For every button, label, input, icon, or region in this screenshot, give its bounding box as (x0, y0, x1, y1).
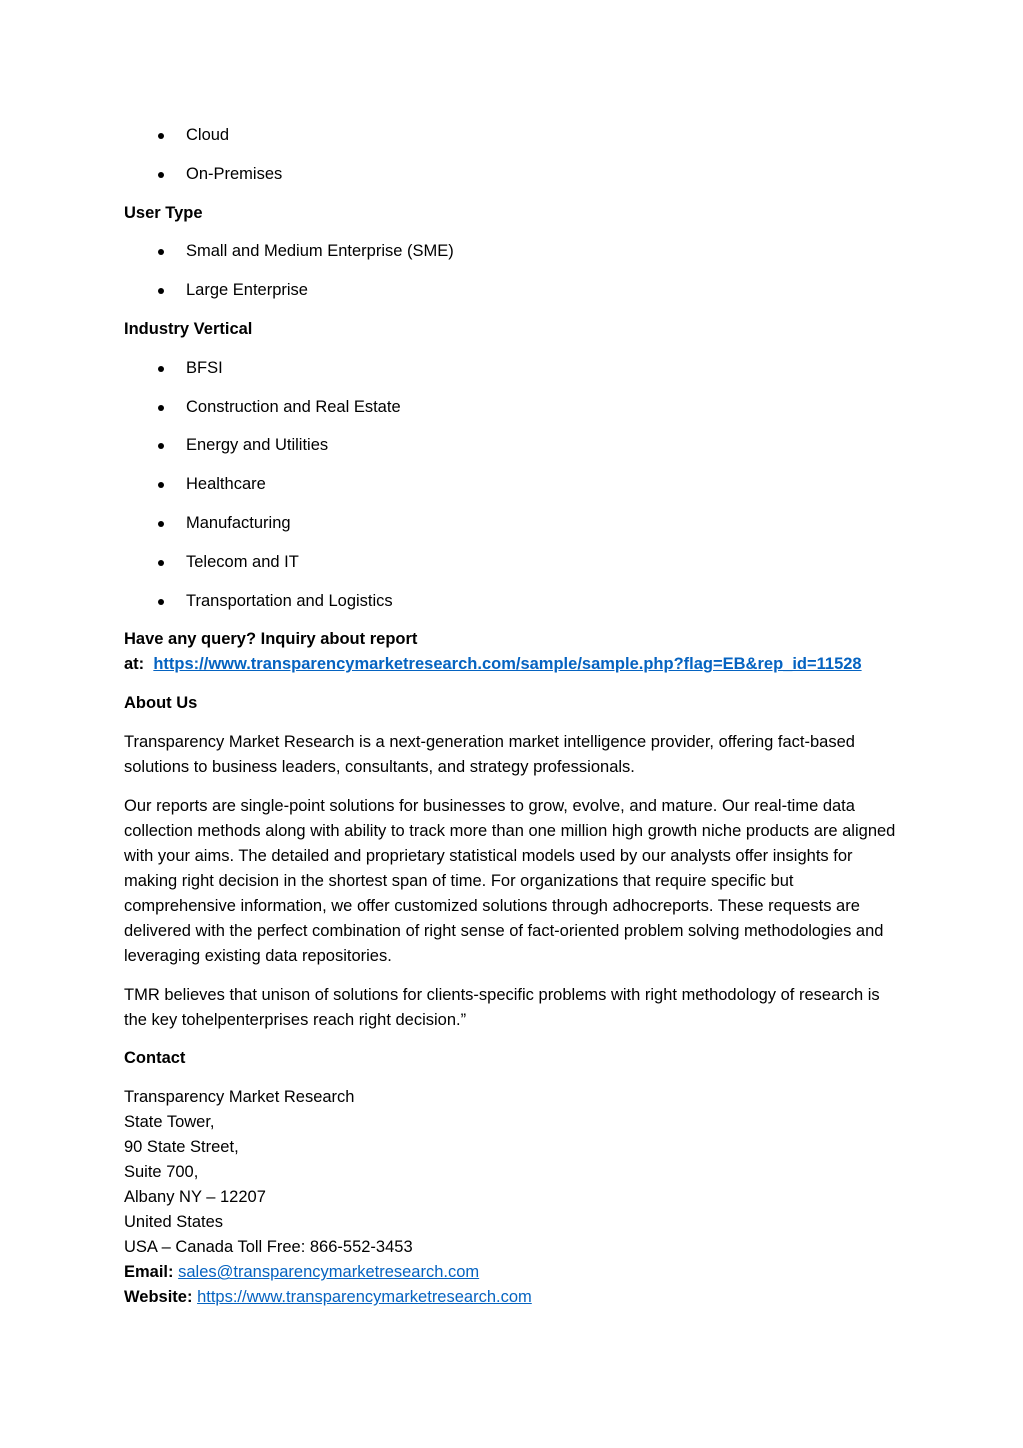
document-page (124, 123, 904, 1310)
about-paragraph: TMR believes that unison of solutions for clients-specific problems with right methodology of research is the key tohelpenterprises reach right decision.” (124, 985, 880, 1029)
bullet-icon (158, 521, 164, 527)
contact-line: Albany NY – 12207 (124, 1188, 266, 1207)
list-item (124, 472, 904, 497)
contact-line: Transparency Market Research (124, 1088, 355, 1107)
section-heading-industry-vertical: Industry Vertical (124, 319, 253, 338)
deployment-list (124, 123, 904, 187)
list-item (124, 395, 904, 420)
inquiry-link[interactable]: https://www.transparencymarketresearch.com/sample/sample.php?flag=EB&rep_id=11528 (153, 655, 862, 674)
contact-line: State Tower, (124, 1113, 215, 1132)
contact-block (124, 1085, 904, 1310)
email-link[interactable]: sales@transparencymarketresearch.com (178, 1263, 480, 1282)
list-item (124, 589, 904, 614)
list-item (124, 162, 904, 187)
user-type-list (124, 239, 904, 303)
list-item (124, 511, 904, 536)
about-paragraph: Our reports are single-point solutions for businesses to grow, evolve, and mature. Our real-time data collection methods along with ability to track more than one million high growth niche products are aligned with your aims. The detailed and proprietary statistical models used by our analysts offer insights for making right decision in the shortest span of time. For organizations that require specific but comprehensive information, we offer customized solutions through adhocreports. These requests are delivered with the perfect combination of right sense of fact-oriented problem solving methodologies and leveraging existing data repositories. (124, 796, 896, 965)
list-item-label: Energy and Utilities (186, 436, 329, 455)
contact-website-line (124, 1285, 904, 1310)
section-heading-user-type: User Type (124, 203, 203, 222)
bullet-icon (158, 133, 164, 139)
contact-line: USA – Canada Toll Free: 866-552-3453 (124, 1238, 413, 1257)
inquiry-text: Have any query? Inquiry about report (124, 630, 418, 649)
about-paragraph: Transparency Market Research is a next-generation market intelligence provider, offering fact-based solutions to business leaders, consultants, and strategy professionals. (124, 732, 855, 776)
bullet-icon (158, 366, 164, 372)
list-item-label: Cloud (186, 126, 230, 144)
list-item (124, 278, 904, 303)
industry-vertical-list (124, 356, 904, 614)
list-item-label: Telecom and IT (186, 552, 299, 571)
list-item-label: Manufacturing (186, 513, 291, 532)
bullet-icon (158, 443, 164, 449)
inquiry-block (124, 627, 904, 677)
section-heading-about-us: About Us (124, 694, 198, 713)
inquiry-link-line (124, 652, 904, 677)
contact-email-line (124, 1260, 904, 1285)
list-item-label: Large Enterprise (186, 281, 308, 300)
contact-line: 90 State Street, (124, 1138, 239, 1157)
bullet-icon (158, 560, 164, 566)
list-item (124, 123, 904, 148)
list-item (124, 550, 904, 575)
bullet-icon (158, 288, 164, 294)
email-label: Email: (124, 1263, 174, 1282)
website-label: Website: (124, 1288, 193, 1307)
list-item (124, 433, 904, 458)
bullet-icon (158, 482, 164, 488)
list-item (124, 356, 904, 381)
list-item-label: Transportation and Logistics (186, 591, 393, 610)
list-item-label: Healthcare (186, 475, 266, 494)
contact-line: Suite 700, (124, 1163, 199, 1182)
list-item (124, 239, 904, 264)
list-item-label: On-Premises (186, 164, 283, 183)
inquiry-prefix: at: (124, 655, 145, 674)
list-item-label: Construction and Real Estate (186, 397, 401, 416)
list-item-label: Small and Medium Enterprise (SME) (186, 242, 454, 261)
bullet-icon (158, 599, 164, 605)
bullet-icon (158, 405, 164, 411)
section-heading-contact: Contact (124, 1049, 186, 1068)
bullet-icon (158, 172, 164, 178)
contact-line: United States (124, 1213, 224, 1232)
list-item-label: BFSI (186, 358, 223, 377)
website-link[interactable]: https://www.transparencymarketresearch.com (197, 1288, 532, 1307)
bullet-icon (158, 249, 164, 255)
